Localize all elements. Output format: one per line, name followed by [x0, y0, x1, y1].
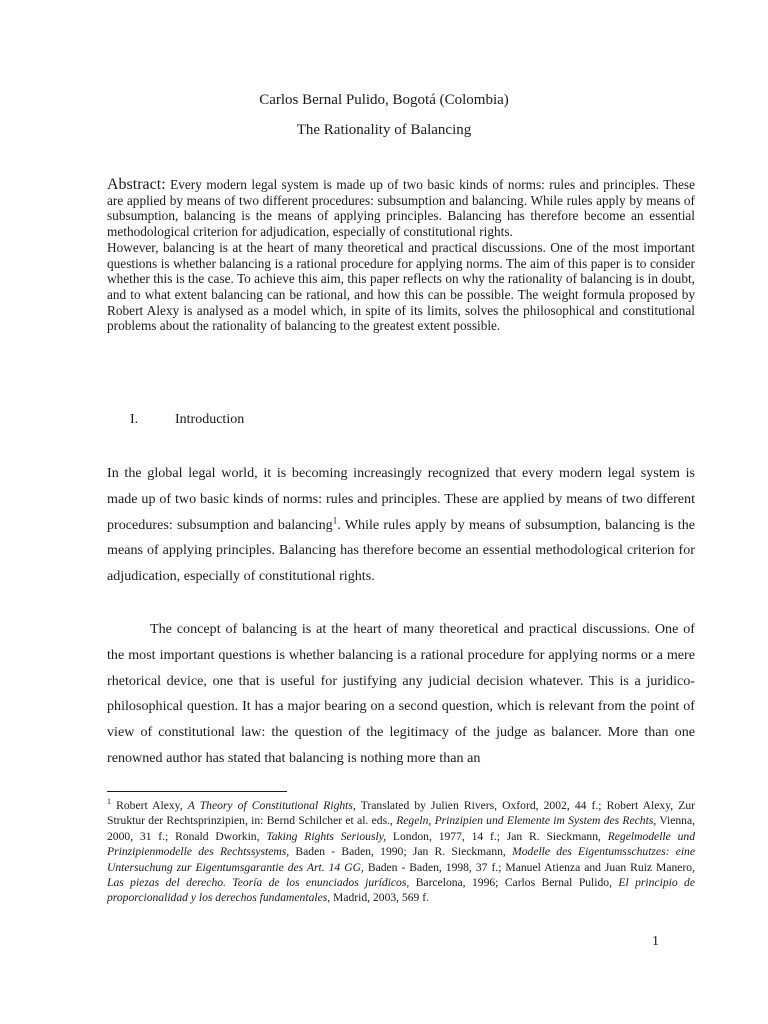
- footnote-divider: [107, 791, 287, 792]
- footnote-segment: Robert Alexy,: [111, 799, 188, 812]
- section-heading: [130, 412, 244, 428]
- body-text-1b: . While rules apply by means of subsumption, balancing is the means of applying principles. Balancing has therefore become an essential methodological criterion for adjudication, especially of constitutional rights.: [107, 516, 695, 585]
- body-paragraph-1: [107, 461, 695, 590]
- author-affiliation: Carlos Bernal Pulido, Bogotá (Colombia): [259, 92, 509, 108]
- body-text-1a: In the global legal world, it is becoming increasingly recognized that every modern legal system is made up of two basic kinds of norms: rules and principles. These are applied by means of two different procedures: subsumption and balancing: [107, 465, 695, 533]
- section-number: I.: [130, 412, 139, 427]
- abstract-text-1: Every modern legal system is made up of two basic kinds of norms: rules and principles. These are applied by means of two different procedures: subsumption and balancing. While rules apply by means of subsumption, balancing is the means of applying principles. Balancing has therefore become an essential methodological criterion for adjudication, especially of constitutional rights.: [107, 177, 695, 240]
- footnote-segment: Barcelona, 1996; Carlos Bernal Pulido,: [409, 876, 619, 890]
- footnote-cited-title: Taking Rights Seriously,: [266, 829, 387, 843]
- page-number: 1: [652, 934, 659, 949]
- footnote: [107, 798, 695, 906]
- footnote-segment: Baden - Baden, 1998, 37 f.; Manuel Atienza and Juan Ruiz Manero,: [363, 860, 695, 874]
- footnote-text: [107, 799, 695, 904]
- footnote-cited-title: Regeln, Prinzipien und Elemente im System des Rechts,: [396, 814, 657, 828]
- abstract-paragraph-2: However, balancing is at the heart of many theoretical and practical discussions. One of the most important questions is whether balancing is a rational procedure for applying norms. The aim of this paper is to consider whether this is the case. To achieve this aim, this paper reflects on why the rationality of balancing is in doubt, and to what extent balancing can be rational, and how this can be possible. The weight formula proposed by Robert Alexy is analysed as a model which, in spite of its limits, solves the philosophical and constitutional problems about the rationality of balancing to the greatest extent possible.: [107, 239, 695, 334]
- footnote-cited-title: El principio de proporcionalidad y los derechos fundamentales,: [107, 876, 695, 905]
- body-paragraph-2: The concept of balancing is at the heart of many theoretical and practical discussions. One of the most important questions is whether balancing is a rational procedure for applying norms or a mere rhetorical device, one that is useful for justifying any judicial decision whatever. This is a juridico-philosophical question. It has a major bearing on a second question, which is relevant from the point of view of constitutional law: the question of the legitimacy of the judge as balancer. More than one renowned author has stated that balancing is nothing more than an: [107, 621, 695, 766]
- footnote-reference[interactable]: 1: [332, 514, 338, 525]
- footnote-cited-title: Regelmodelle und Prinzipienmodelle des Rechtssystems,: [107, 829, 695, 859]
- footnote-segment: London, 1977, 14 f.; Jan R. Sieckmann,: [386, 829, 608, 843]
- abstract: [107, 177, 695, 334]
- abstract-label: Abstract:: [107, 176, 166, 193]
- footnote-segment: Madrid, 2003, 569 f.: [330, 891, 430, 905]
- footnote-cited-title: Modelle des Eigentumsschutzes: eine Untersuchung zur Eigentumsgarantie des Art. 14 GG,: [107, 845, 695, 874]
- footnote-cited-title: Las piezas del derecho. Teoría de los enunciados jurídicos,: [107, 876, 410, 890]
- section-title: Introduction: [175, 412, 245, 427]
- footnote-segment: Baden - Baden, 1990; Jan R. Sieckmann,: [289, 845, 513, 859]
- footnote-segment: Vienna, 2000, 31 f.; Ronald Dworkin,: [107, 814, 696, 843]
- paper-title: The Rationality of Balancing: [296, 122, 472, 138]
- footnote-marker: 1: [107, 797, 111, 807]
- footnote-cited-title: A Theory of Constitutional Rights,: [187, 799, 356, 812]
- abstract-paragraph-1: [107, 177, 695, 240]
- footnote-segment: Translated by Julien Rivers, Oxford, 2002, 44 f.; Robert Alexy, Zur Struktur der Rechtsprinzipien, in: Bernd Schilcher et al. eds.,: [107, 799, 695, 828]
